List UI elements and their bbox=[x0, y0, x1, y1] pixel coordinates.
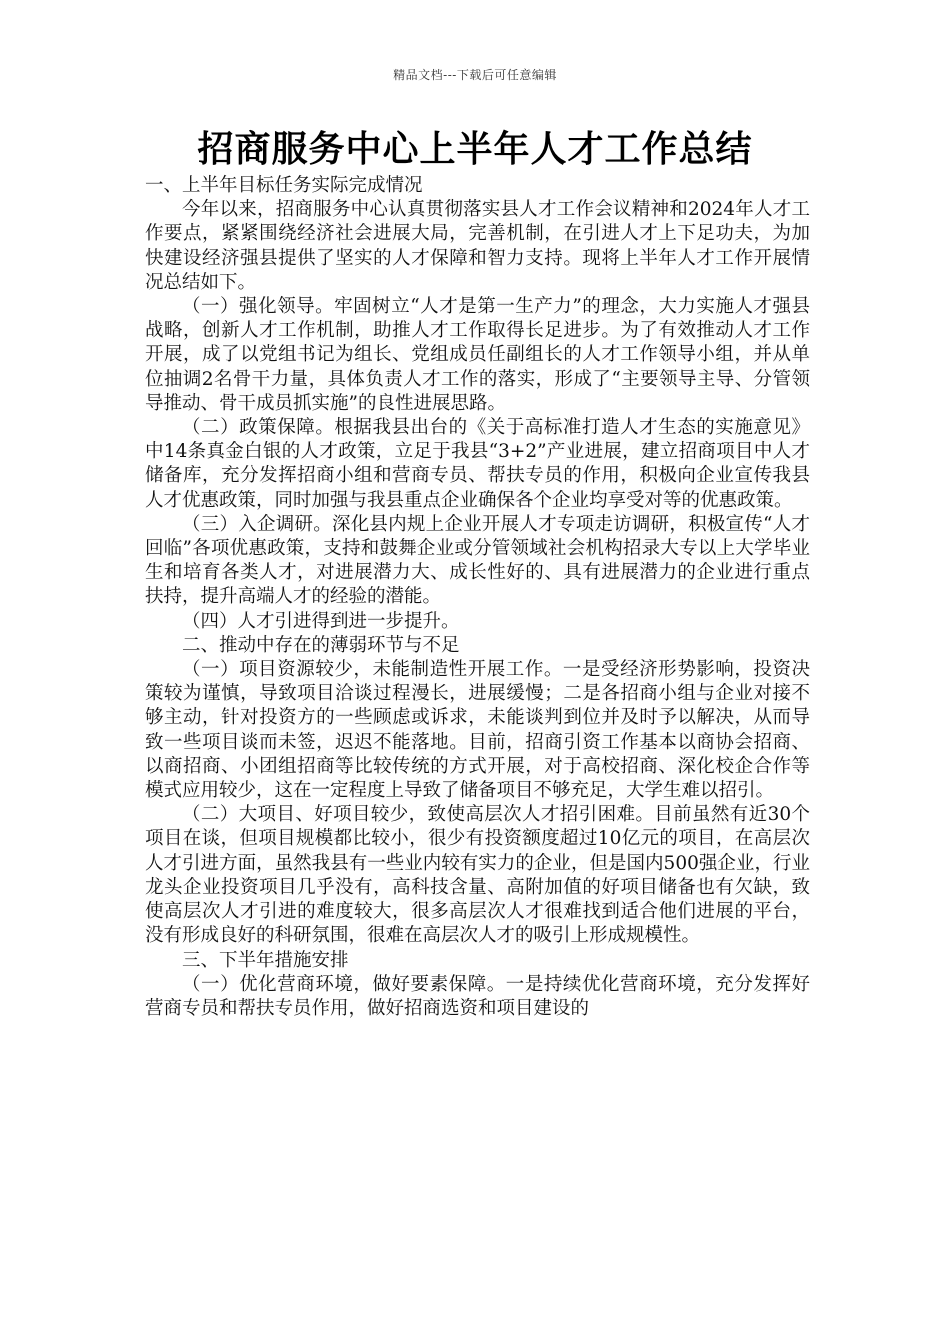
section-heading-3: 三、下半年措施安排 bbox=[182, 949, 349, 971]
section-heading-1: 一、上半年目标任务实际完成情况 bbox=[145, 175, 423, 196]
section-heading-2: 二、推动中存在的薄弱环节与不足 bbox=[182, 634, 460, 656]
paragraph-business-environment: （一）优化营商环境，做好要素保障。一是持续优化营商环境，充分发挥好营商专员和帮扶专员作用，做好招商选资和项目建设的 bbox=[145, 973, 810, 1019]
document-body bbox=[145, 174, 810, 1021]
paragraph-strengthen-leadership: （一）强化领导。牢固树立“人才是第一生产力”的理念，大力实施人才强县战略，创新人才工作机制，助推人才工作取得长足进步。为了有效推动人才工作开展，成了以党组书记为组长、党组成员任副组长的人才工作领导小组，并从单位抽调2名骨干力量，具体负责人才工作的落实，形成了“主要领导主导、分管领导推动、骨干成员抓实施”的良性进展思路。 bbox=[145, 296, 810, 414]
paragraph-big-projects: （二）大项目、好项目较少，致使高层次人才招引困难。目前虽然有近30个项目在谈，但项目规模都比较小，很少有投资额度超过10亿元的项目，在高层次人才引进方面，虽然我县有一些业内较有实力的企业，但是国内500强企业，行业龙头企业投资项目几乎没有，高科技含量、高附加值的好项目储备也有欠缺，致使高层次人才引进的难度较大，很多高层次人才很难找到适合他们进展的平台，没有形成良好的科研氛围，很难在高层次人才的吸引上形成规模性。 bbox=[145, 804, 810, 947]
page-title: 招商服务中心上半年人才工作总结 bbox=[197, 129, 753, 170]
paragraph-policy-support: （二）政策保障。根据我县出台的《关于高标准打造人才生态的实施意见》中14条真金白银的人才政策，立足于我县“3+2”产业进展，建立招商项目中人才储备库，充分发挥招商小组和营商专员、帮扶专员的作用，积极向企业宣传我县人才优惠政策，同时加强与我县重点企业确保各个企业均享受对等的优惠政策。 bbox=[145, 417, 810, 511]
paragraph-talent-introduction: （四）人才引进得到进一步提升。 bbox=[182, 610, 460, 632]
paragraph-intro: 今年以来，招商服务中心认真贯彻落实县人才工作会议精神和2024年人才工作要点，紧紧围绕经济社会进展大局，完善机制，在引进人才上下足功夫，为加快建设经济强县提供了坚实的人才保障和智力支持。现将上半年人才工作开展情况总结如下。 bbox=[145, 199, 810, 293]
paragraph-enterprise-research: （三）入企调研。深化县内规上企业开展人才专项走访调研，积极宣传“人才回临”各项优惠政策，支持和鼓舞企业或分管领域社会机构招录大专以上大学毕业生和培育各类人才，对进展潜力大、成长性好的、具有进展潜力的企业进行重点扶持，提升高端人才的经验的潜能。 bbox=[145, 513, 810, 608]
paragraph-project-resources: （一）项目资源较少，未能制造性开展工作。一是受经济形势影响，投资决策较为谨慎，导致项目洽谈过程漫长，进展缓慢；二是各招商小组与企业对接不够主动，针对投资方的一些顾虑或诉求，未能谈判到位并及时予以解决，从而导致一些项目谈而未签，迟迟不能落地。目前，招商引资工作基本以商协会招商、以商招商、小团组招商等比较传统的方式开展，对于高校招商、深化校企合作等模式应用较少，这在一定程度上导致了储备项目不够充足，大学生难以招引。 bbox=[145, 659, 810, 802]
header-note: 精品文档---下载后可任意编辑 bbox=[393, 68, 557, 82]
